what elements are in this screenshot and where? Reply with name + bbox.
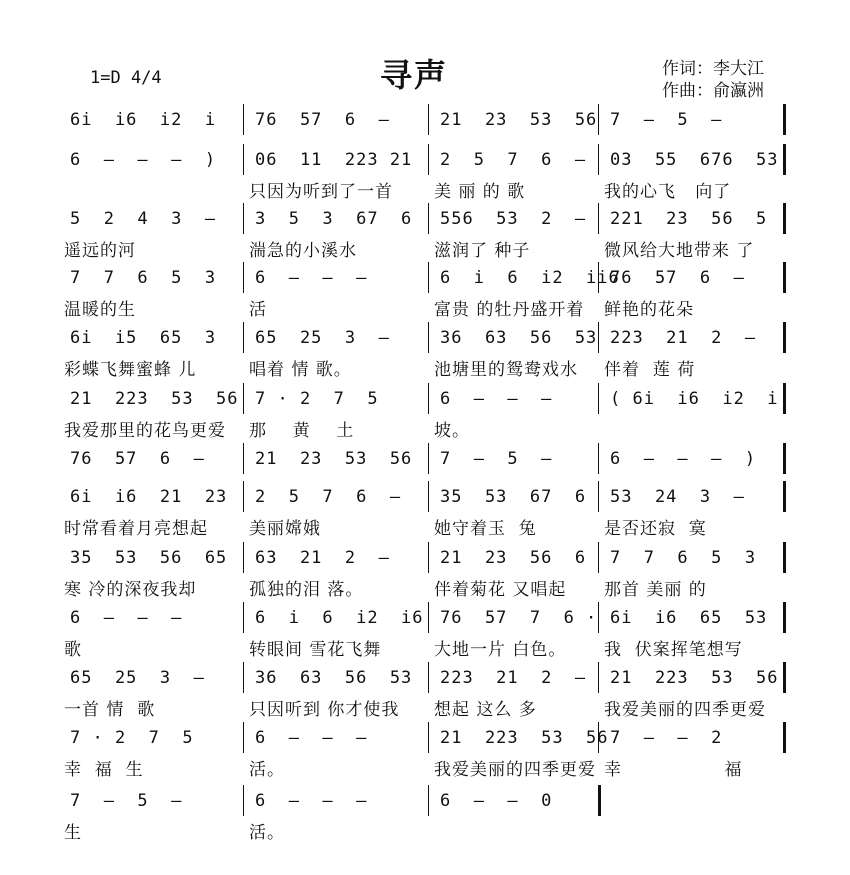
measure [60,785,245,845]
measure [430,144,600,204]
measure-lyrics: 伴着 莲 荷 [604,360,696,380]
measure [245,383,430,443]
measure-notes: 6 — — — [255,268,368,288]
measure-notes: 7 7 6 5 3 [70,268,217,288]
score-row [60,322,785,382]
measure [60,144,245,204]
measure-notes: 2 5 7 6 — [440,150,587,170]
measure-notes: 6 — — — [255,728,368,748]
measure-lyrics: 我 伏案挥笔想写 [604,640,743,660]
measure-notes: 35 53 56 65 [70,548,228,568]
measure-lyrics: 池塘里的鸳鸯戏水 [434,360,578,380]
measure-notes: 76 57 7 6 · [440,608,598,628]
measure [600,262,785,322]
measure-lyrics: 那 黄 土 [249,421,355,441]
measure [245,262,430,322]
measure [600,602,785,662]
measure-lyrics: 只因听到 你才使我 [249,700,400,720]
score-row [60,383,785,443]
measure-notes: 76 57 6 — [255,110,390,130]
measure-lyrics: 大地一片 白色。 [434,640,567,660]
measure-notes: 7 — 5 — [70,791,183,811]
key-signature: 1=D 4/4 [90,68,162,88]
measure [430,262,620,322]
measure-lyrics: 一首 情 歌 [64,700,156,720]
measure-lyrics: 美丽嫦娥 [249,519,321,539]
measure-notes: 5 2 4 3 — [70,209,217,229]
measure [600,481,785,541]
measure-notes: 6 — — 0 [440,791,553,811]
measure-lyrics: 微风给大地带来 了 [604,241,755,261]
measure-lyrics: 我爱那里的花鸟更爱 [64,421,226,441]
measure-lyrics: 伴着菊花 又唱起 [434,580,567,600]
measure-notes: 6 i 6 i2 ii6 [440,268,620,288]
measure-notes: 6i i6 i2 i [70,110,217,130]
measure [430,602,600,662]
measure-notes: 76 57 6 — [70,449,205,469]
measure [60,662,245,722]
measure [245,602,430,662]
measure [430,203,600,263]
measure-lyrics: 湍急的小溪水 [249,241,357,261]
measure-lyrics: 我的心飞 向了 [604,182,732,202]
measure-lyrics: 寒 冷的深夜我却 [64,580,197,600]
measure-notes: 63 21 2 — [255,548,390,568]
measure-lyrics: 坡。 [434,421,470,441]
measure-notes: 223 21 2 — [440,668,587,688]
composer-credit: 作曲：俞瀛洲 [662,81,764,101]
measure-lyrics: 温暖的生 [64,300,136,320]
measure [245,542,430,602]
measure-lyrics: 是否还寂 寞 [604,519,707,539]
measure-lyrics: 活。 [249,823,285,843]
measure-notes: 7 · 2 7 5 [70,728,194,748]
measure-notes: 36 63 56 53 [440,328,598,348]
measure-notes: 6 — — — [70,608,183,628]
measure [60,481,245,541]
measure-notes: 21 23 53 56 [255,449,413,469]
measure [245,203,430,263]
measure-notes: 21 223 53 56 [70,389,239,409]
score-row [60,262,785,322]
measure [245,662,430,722]
measure [600,322,785,382]
measure [430,383,600,443]
measure [600,203,785,263]
measure-notes: 6 — — — [440,389,553,409]
measure [600,542,785,602]
measure [430,322,600,382]
measure-lyrics: 活 [249,300,267,320]
measure-lyrics: 想起 这么 多 [434,700,537,720]
measure [245,785,430,845]
measure [600,722,785,782]
measure-notes: 65 25 3 — [255,328,390,348]
measure-notes: 6 — — — [255,791,368,811]
measure [430,662,600,722]
measure [430,542,600,602]
measure [245,722,430,782]
measure-notes: 3 5 3 67 6 [255,209,413,229]
measure-lyrics: 幸 福 生 [64,760,144,780]
song-title: 寻声 [380,56,449,94]
score-row [60,662,785,722]
measure [245,144,430,204]
measure-lyrics: 富贵 的牡丹盛开着 [434,300,585,320]
measure [60,542,245,602]
measure [60,322,245,382]
measure-lyrics: 彩蝶飞舞蜜蜂 儿 [64,360,197,380]
measure-notes: 221 23 56 5 [610,209,768,229]
measure-notes: 6i i6 65 53 [610,608,768,628]
measure [60,262,245,322]
measure-notes: 21 23 53 56 [440,110,598,130]
measure-notes: 21 23 56 6 [440,548,587,568]
measure-notes: 53 24 3 — [610,487,745,507]
measure-lyrics: 歌 [64,640,82,660]
score-row [60,203,785,263]
measure-notes: 36 63 56 53 [255,668,413,688]
measure-lyrics: 我爱美丽的四季更爱 [434,760,596,780]
measure-notes: 6 i 6 i2 i6 [255,608,424,628]
score-row [60,542,785,602]
measure-notes: 223 21 2 — [610,328,757,348]
measure [60,203,245,263]
score-row [60,602,785,662]
measure-lyrics: 她守着玉 兔 [434,519,537,539]
measure-notes: 6i i6 21 23 [70,487,228,507]
measure [430,722,609,782]
measure-notes: 6 — — — ) [610,449,757,469]
lyricist-credit: 作词：李大江 [662,59,764,79]
measure-lyrics: 活。 [249,760,285,780]
score-row [60,785,785,845]
measure-notes: 7 — 5 — [440,449,553,469]
measure-lyrics: 时常看着月亮想起 [64,519,208,539]
measure [600,662,785,722]
measure-lyrics: 唱着 情 歌。 [249,360,352,380]
measure-notes: 21 223 53 56 [440,728,609,748]
measure-notes: ( 6i i6 i2 i [610,389,779,409]
measure-notes: 7 7 6 5 3 [610,548,757,568]
measure-notes: 21 223 53 56 [610,668,779,688]
measure-notes: 7 — 5 — [610,110,723,130]
measure [60,722,245,782]
measure-notes: 7 — — 2 [610,728,723,748]
measure-lyrics: 孤独的泪 落。 [249,580,364,600]
measure [600,383,785,443]
measure-lyrics: 我爱美丽的四季更爱 [604,700,766,720]
score-row [60,722,785,782]
measure-notes: 6 — — — ) [70,150,217,170]
measure [245,481,430,541]
measure [245,322,430,382]
measure-notes: 06 11 223 21 [255,150,413,170]
measure-notes: 7 · 2 7 5 [255,389,379,409]
measure-notes: 2 5 7 6 — [255,487,402,507]
measure [600,144,785,204]
measure-lyrics: 滋润了 种子 [434,241,531,261]
measure [430,481,600,541]
measure-lyrics: 只因为听到了一首 [249,182,393,202]
measure-lyrics: 生 [64,823,82,843]
measure-lyrics: 鲜艳的花朵 [604,300,694,320]
measure-notes: 6i i5 65 3 [70,328,217,348]
measure-notes: 76 57 6 — [610,268,745,288]
measure-notes: 35 53 67 6 [440,487,587,507]
measure-lyrics: 幸 福 [604,760,743,780]
score-row [60,144,785,204]
measure [60,602,245,662]
measure-notes: 03 55 676 53 [610,150,779,170]
measure-lyrics: 遥远的河 [64,241,136,261]
measure-notes: 556 53 2 — [440,209,587,229]
measure-lyrics: 转眼间 雪花飞舞 [249,640,382,660]
measure [430,785,600,845]
measure-lyrics: 美 丽 的 歌 [434,182,526,202]
measure-lyrics: 那首 美丽 的 [604,580,707,600]
measure-notes: 65 25 3 — [70,668,205,688]
measure [60,383,245,443]
score-row [60,481,785,541]
